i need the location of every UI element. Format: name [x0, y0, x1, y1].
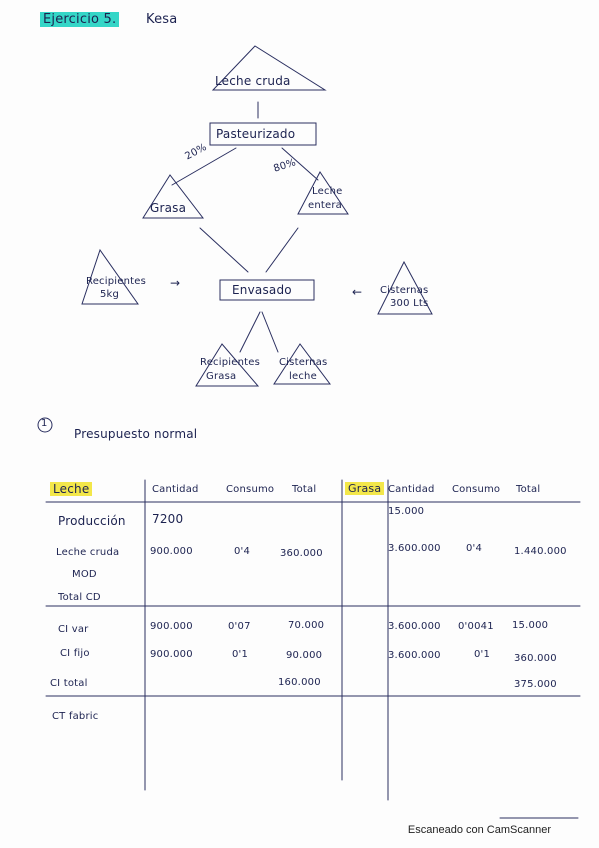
row-label: Leche cruda	[56, 547, 120, 558]
cell-leche-total: 160.000	[278, 677, 321, 688]
input-left-label-1: Recipientes	[86, 276, 147, 287]
converge-right-line	[266, 228, 298, 272]
center-label: Envasado	[232, 283, 292, 297]
cell-leche-cantidad: 900.000	[150, 649, 193, 660]
leche-col-consumo: Consumo	[226, 484, 275, 495]
cell-grasa-cantidad: 3.600.000	[388, 543, 441, 554]
input-left-arrow: →	[170, 276, 181, 290]
input-right-label-1: Cisternas	[380, 285, 429, 296]
cell-leche-consumo: 0'1	[232, 649, 249, 660]
cell-leche-total: 360.000	[280, 548, 323, 559]
out-right-label-2: leche	[289, 371, 317, 382]
row-label: Total CD	[58, 592, 101, 603]
cell-grasa-consumo: 0'0041	[458, 621, 494, 632]
camscanner-footer: Escaneado con CamScanner	[407, 824, 551, 836]
cell-grasa-total: 360.000	[514, 653, 557, 664]
root-label: Leche cruda	[215, 74, 291, 88]
cell-grasa-cantidad: 3.600.000	[388, 650, 441, 661]
out-right-label-1: Cisternas	[279, 357, 328, 368]
cell-grasa-cantidad: 3.600.000	[388, 621, 441, 632]
cell-grasa-consumo: 0'4	[466, 543, 483, 554]
grasa-header: Grasa	[345, 482, 384, 495]
left-branch-label: Grasa	[150, 201, 187, 215]
cell-grasa-total: 1.440.000	[514, 546, 567, 557]
cell-grasa-consumo: 0'1	[474, 649, 491, 660]
out-left-label-1: Recipientes	[200, 357, 261, 368]
cell-leche-consumo: 0'07	[228, 621, 251, 632]
cell-leche-consumo: 0'4	[234, 546, 251, 557]
exercise-subject: Kesa	[146, 12, 178, 27]
out-left-line	[240, 312, 260, 352]
leche-header: Leche	[50, 482, 92, 496]
converge-left-line	[200, 228, 248, 272]
right-branch-label-1: Leche	[312, 186, 343, 197]
row-label: CI fijo	[60, 648, 90, 659]
grasa-col-consumo: Consumo	[452, 484, 501, 495]
input-left-label-2: 5kg	[100, 289, 120, 300]
section-number: 1	[41, 418, 48, 429]
out-left-label-2: Grasa	[206, 371, 237, 382]
left-percentage: 20%	[183, 141, 209, 163]
grasa-col-total: Total	[516, 484, 541, 495]
row-label: CI total	[50, 678, 88, 689]
row-label: Producción	[58, 514, 126, 528]
process-label: Pasteurizado	[216, 127, 296, 141]
cell-grasa-total: 15.000	[512, 620, 549, 631]
section-heading: Presupuesto normal	[74, 427, 198, 441]
cell-leche-total: 90.000	[286, 650, 323, 661]
leche-col-cantidad: Cantidad	[152, 484, 199, 495]
input-right-arrow: ←	[352, 285, 363, 299]
row-label: CT fabric	[52, 711, 99, 722]
cell-leche-cantidad: 7200	[152, 512, 184, 526]
cell-leche-cantidad: 900.000	[150, 621, 193, 632]
exercise-title: Ejercicio 5.	[40, 12, 119, 27]
input-right-label-2: 300 Lts	[390, 298, 429, 309]
cell-grasa-cantidad: 15.000	[388, 506, 425, 517]
cell-grasa-total: 375.000	[514, 679, 557, 690]
cell-leche-cantidad: 900.000	[150, 546, 193, 557]
right-percentage: 80%	[272, 157, 298, 175]
right-branch-label-2: entera	[308, 200, 343, 211]
row-label: MOD	[72, 569, 97, 580]
leche-col-total: Total	[292, 484, 317, 495]
row-label: CI var	[58, 624, 89, 635]
cell-leche-total: 70.000	[288, 620, 325, 631]
out-right-line	[262, 312, 278, 352]
grasa-col-cantidad: Cantidad	[388, 484, 435, 495]
